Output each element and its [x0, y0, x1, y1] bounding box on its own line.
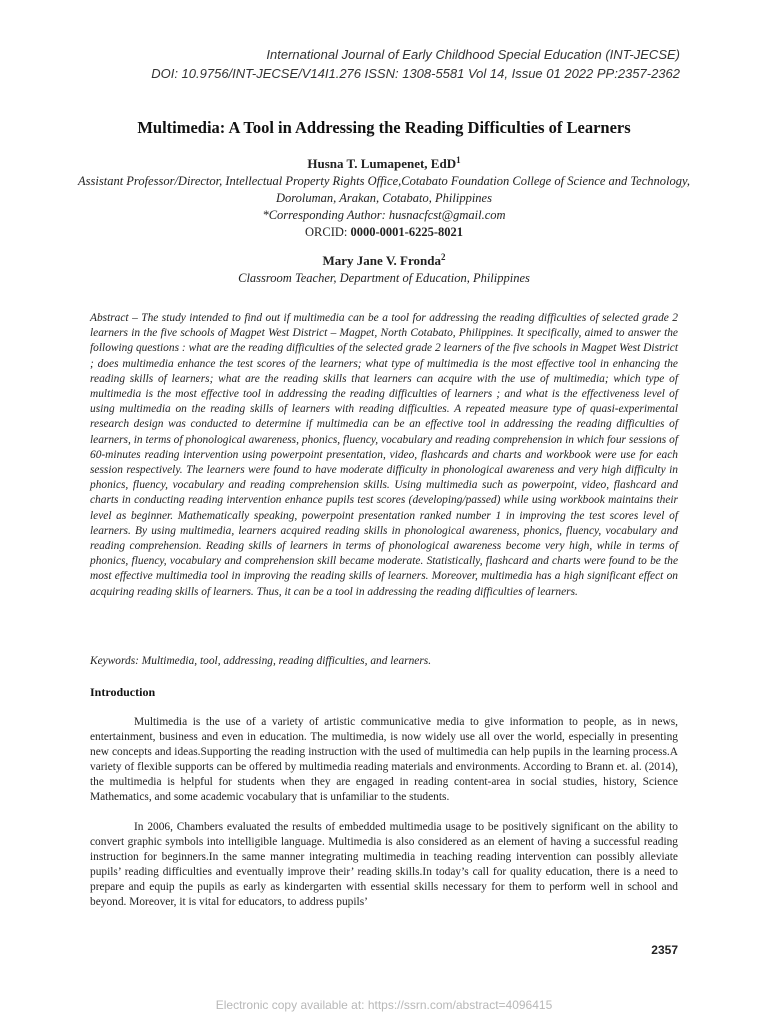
journal-citation: DOI: 10.9756/INT-JECSE/V14I1.276 ISSN: 1308-5581 Vol 14, Issue 01 2022 PP:2357-2362: [151, 66, 680, 81]
intro-paragraph-1: Multimedia is the use of a variety of artistic communicative media to give information to people, as in news, entertainment, business and even in education. The multimedia, is now widely use all over the world, especially in presenting new concepts and ideas.Supporting the reading instruction with the used of multimedia can help pupils in the learning process.A variety of flexible supports can be offered by multimedia reading materials and environments. According to Brann et. al. (2014), the multimedia is helpful for students when they are engaged in reading content-area in social studies, history, Science Mathematics, and some academic vocabulary that is unfamiliar to the students.: [90, 716, 678, 803]
author-1-superscript: 1: [456, 155, 461, 165]
ssrn-footer: Electronic copy available at: https://ssrn.com/abstract=4096415: [215, 998, 553, 1012]
orcid-label: ORCID:: [305, 225, 351, 240]
author-1-name: Husna T. Lumapenet, EdD: [307, 156, 457, 172]
author-1-name-line: [70, 152, 698, 173]
section-heading-introduction: Introduction: [90, 685, 156, 699]
journal-name: International Journal of Early Childhood Special Education (INT-JECSE): [266, 47, 680, 62]
author-1-block: [70, 152, 698, 241]
paper-title: Multimedia: A Tool in Addressing the Reading Difficulties of Learners: [137, 118, 631, 137]
keywords: Keywords: Multimedia, tool, addressing, reading difficulties, and learners.: [90, 655, 432, 667]
author-1-affiliation: Assistant Professor/Director, Intellectual Property Rights Office,Cotabato Foundation College of Science and Technology, Doroluman, Arakan, Cotabato, Philippines: [78, 174, 690, 206]
author-2-block: [70, 249, 698, 287]
author-2-superscript: 2: [440, 252, 446, 262]
orcid-value: 0000-0001-6225-8021: [350, 225, 463, 240]
page-number: 2357: [651, 943, 678, 957]
author-2-name-line: [70, 249, 698, 270]
abstract-text: Abstract – The study intended to find out if multimedia can be a tool for addressing the reading difficulties of selected grade 2 learners in the five schools of Magpet West District – Magpet, North Cotabato, Philippines. It specifically, aimed to answer the following questions : what are the reading difficulties of the selected grade 2 learners of the five schools in Magpet West District ; does multimedia enhance the test scores of the learners; what type of multimedia is the most effective tool in enhancing the reading skills of learners; what are the reading skills that learners can acquire with the use of multimedia; which type of multimedia is the most effective tool in addressing the reading difficulties of learners ; and what is the effectiveness level of using multimedia on the reading skills of learners with reading difficulties. A repeated measure type of quasi-experimental research design was conducted to determine if multimedia can be an effective tool in addressing the reading difficulties of learners, in terms of phonological awareness, phonics, fluency, vocabulary and reading comprehension in which four sessions of 60-minutes reading intervention using powerpoint presentation, video, flashcards and charts and workbook were use for each session respectively. The learners were found to have moderate difficulty in phonological awareness and very high difficulty in phonics, fluency, vocabulary and reading comprehension skills. Using multimedia such as powerpoint, video, flashcard and charts in conducting reading intervention enhance pupils test scores (developing/passed) while using workbook maintains their level as beginner. Mathematically speaking, powerpoint presentation ranked number 1 in improving the test scores level of learners. By using multimedia, learners acquired reading skills in phonological awareness, phonics, fluency, vocabulary and reading comprehension. Reading skills of learners in terms of phonological awareness become very high, while in terms of phonics, fluency, vocabulary and comprehension skill became moderate. Statistically, flashcard and charts were found to be the most effective multimedia tool in improving the reading skills of learners. Moreover, multimedia has a high significant effect on acquiring reading skills of learners. Thus, it can be a tool in addressing the reading difficulties of learners.: [90, 312, 678, 598]
author-2-name: Mary Jane V. Fronda: [322, 253, 441, 269]
author-2-affiliation: Classroom Teacher, Department of Education, Philippines: [238, 271, 530, 286]
intro-paragraph-2: In 2006, Chambers evaluated the results of embedded multimedia usage to be positively significant on the ability to convert graphic symbols into intelligible language. Multimedia is also considered as an element of having a successful reading instruction for beginners.In the same manner integrating multimedia in teaching reading intervention can possibly alleviate pupils’ reading difficulties and eventually improve their’ reading skills.In today’s call for quality education, there is a need to prepare and equip the pupils as early as kindergarten with essential skills necessary for them to perform well in school and beyond. Moreover, it is vital for educators, to address pupils’: [90, 821, 678, 908]
corresponding-author: *Corresponding Author: husnacfcst@gmail.com: [262, 208, 506, 223]
orcid-line: [70, 224, 698, 241]
